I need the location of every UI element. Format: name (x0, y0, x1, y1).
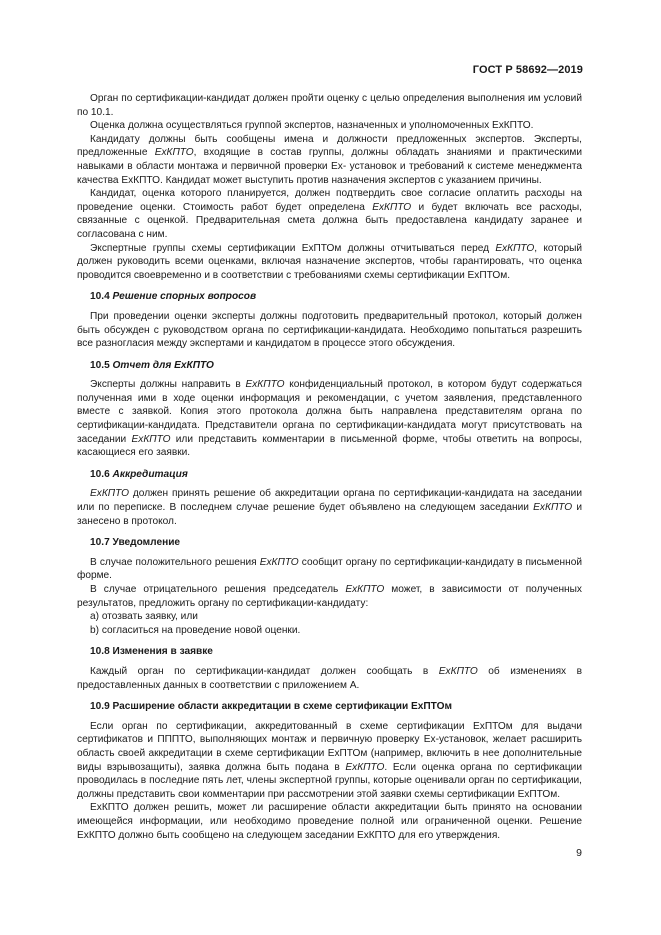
paragraph: Кандидату должны быть сообщены имена и должности предложенных экспертов. Эксперты, предложенные ExКПТО, входящие в состав группы, должны обладать знаниями и практическими навыками в области монтажа и первичной проверки Ex- установок и требований к системе менеджмента качества ExКПТО. Кандидат может выступить против назначения экспертов с указанием причины. (77, 133, 582, 186)
paragraph: Эксперты должны направить в ExКПТО конфиденциальный протокол, в котором будут содержаться полученная ими в ходе оценки информация и рекомендации, с учетом заявления, представленного вместе с заявкой. Копия этого протокола должна быть направлена представителям органа по сертификации-кандидата. Представители органа по сертификации-кандидата могут присутствовать на заседании ExКПТО или представить комментарии в письменной форме, чтобы ответить на вопросы, касающиеся его заявки. (77, 379, 583, 459)
paragraph: В случае отрицательного решения председатель ExКПТО может, в зависимости от полученных результатов, предложить органу по сертификации-кандидату: (77, 584, 582, 609)
section-heading-10-9: 10.9 Расширение области аккредитации в схеме сертификации ExПТОм (90, 701, 452, 713)
document-body (77, 92, 582, 842)
section-heading-10-5: 10.5 Отчет для ExКПТО (90, 359, 214, 371)
paragraph: Экспертные группы схемы сертификации ExПТОм должны отчитываться перед ExКПТО, который должен руководить всеми оценками, включая назначение экспертов, чтобы гарантировать, что оценка проводится своевременно и в соответствии с требованиями схемы сертификации ExПТОм. (77, 242, 583, 281)
section-heading-10-6: 10.6 Аккредитация (90, 468, 188, 480)
list-item: b) согласиться на проведение новой оценки. (90, 624, 301, 636)
paragraph: Орган по сертификации-кандидат должен пройти оценку с целью определения выполнения им условий по 10.1. (77, 93, 582, 118)
paragraph: Если орган по сертификации, аккредитованный в схеме сертификации ExПТОм для выдачи сертификатов и ПППТО, выполняющих монтаж и первичную проверку Ex-установок, желает расширить область своей аккредитации в схеме сертификации ExПТОм (например, включить в нее дополнительные виды взрывозащиты), заявка должна быть подана в ExКПТО. Если оценка органа по сертификации проводилась в последние пять лет, члены экспертной группы, которые оценивали орган по сертификации, должны представить свои комментарии при рассмотрении этой заявки схемы сертификации ExПТОм. (77, 720, 582, 800)
paragraph: Каждый орган по сертификации-кандидат должен сообщать в ExКПТО об изменениях в предоставленных данных в соответствии с приложением А. (77, 665, 583, 691)
section-heading-10-4: 10.4 Решение спорных вопросов (90, 291, 257, 303)
paragraph: В случае положительного решения ExКПТО сообщит органу по сертификации-кандидату в письменной форме. (77, 556, 582, 582)
list-item: a) отозвать заявку, или (90, 611, 198, 623)
section-heading-10-7: 10.7 Уведомление (90, 537, 181, 549)
paragraph: ExКПТО должен принять решение об аккредитации органа по сертификации-кандидата на заседании или по переписке. В последнем случае решение будет объявлено на следующем заседании ExКПТО и занесено в протокол. (77, 488, 582, 527)
section-heading-10-8: 10.8 Изменения в заявке (90, 646, 213, 658)
paragraph: ExКПТО должен решить, может ли расширение области аккредитации быть принято на основании имеющейся информации, или необходимо проведение полной или ограниченной оценки. Решение ExКПТО должно быть сообщено на следующем заседании ExКПТО для его утверждения. (77, 802, 582, 841)
paragraph: Оценка должна осуществляться группой экспертов, назначенных и уполномоченных ExКПТО. (90, 120, 534, 132)
standard-code: ГОСТ Р 58692—2019 (472, 64, 583, 76)
paragraph: При проведении оценки эксперты должны подготовить предварительный протокол, который должен быть обсужден с руководством органа по сертификации-кандидата. Необходимо попытаться разрешить все разногласия между экспертами и кандидатом в процессе этого обсуждения. (77, 310, 582, 350)
page-number: 9 (576, 847, 582, 859)
paragraph: Кандидат, оценка которого планируется, должен подтвердить свое согласие оплатить расходы на проведение оценки. Стоимость работ будет определена ExКПТО и будет включать все расходы, связанные с оценкой. Предварительная смета должна быть предоставлена кандидату заранее и согласована с ним. (77, 188, 582, 240)
